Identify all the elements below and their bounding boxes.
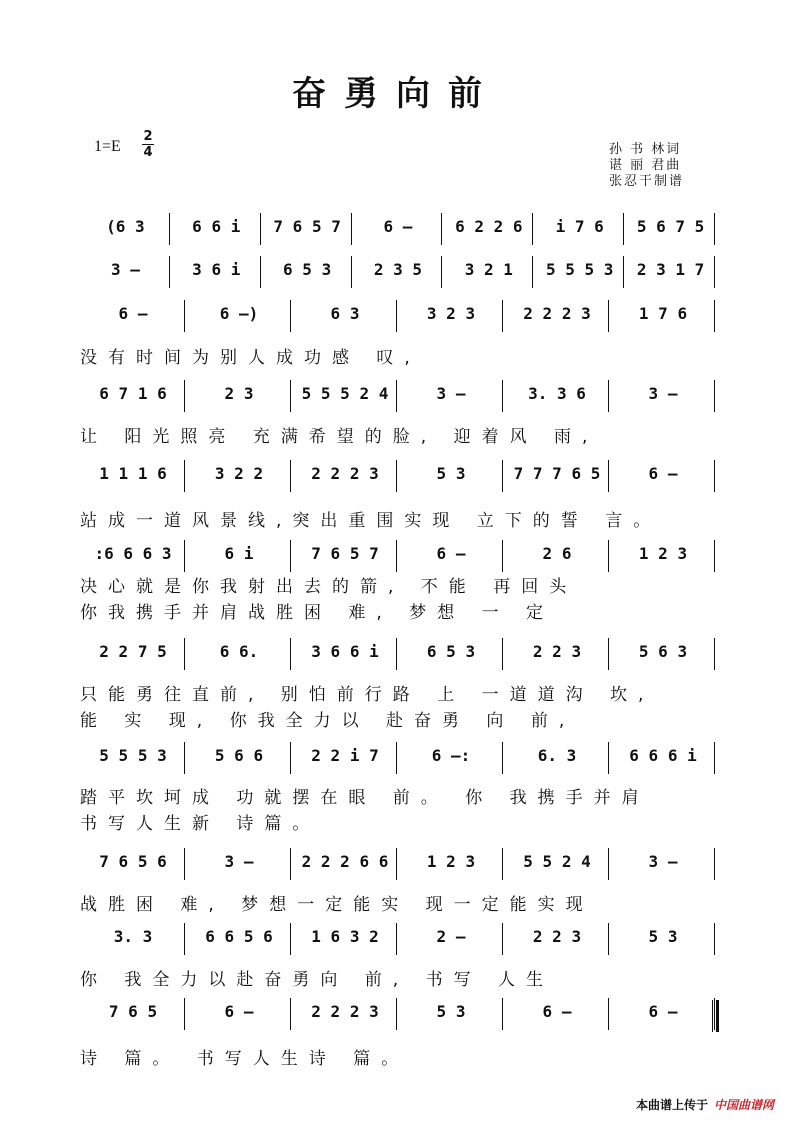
bar-line bbox=[184, 638, 185, 670]
bar-line bbox=[290, 540, 291, 572]
measure: 3 – bbox=[436, 384, 466, 403]
bar-line bbox=[441, 213, 442, 245]
bar-line bbox=[184, 998, 185, 1030]
bar-line bbox=[714, 460, 715, 492]
site-logo: 中国曲谱网 bbox=[713, 1098, 774, 1112]
bar-line bbox=[714, 742, 715, 774]
measure: 3 2 1 bbox=[464, 260, 513, 279]
bar-line bbox=[714, 848, 715, 880]
bar-line bbox=[169, 256, 170, 288]
bar-line bbox=[290, 300, 291, 332]
measure: 2 2 7 5 bbox=[99, 642, 167, 661]
measure: 3 – bbox=[648, 852, 678, 871]
staff-row bbox=[78, 372, 718, 416]
staff-row bbox=[78, 990, 718, 1034]
measure: 2 3 5 bbox=[373, 260, 423, 279]
measure: 1 7 6 bbox=[638, 304, 688, 323]
bar-line bbox=[290, 742, 291, 774]
lyric-line: 书写人生新 诗篇。 bbox=[80, 814, 321, 834]
song-title: 奋勇向前 bbox=[292, 74, 500, 114]
measure: 7 7 7 6 5 bbox=[513, 464, 601, 483]
measure: 5 3 bbox=[436, 1002, 466, 1021]
measure: 5 6 6 bbox=[214, 746, 264, 765]
bar-line bbox=[396, 460, 397, 492]
lyric-line: 能 实 现, 你我全力以 赴奋勇 向 前, bbox=[80, 711, 576, 731]
footer-text: 本曲谱上传于 bbox=[635, 1098, 708, 1112]
lyric-line: 诗 篇。 书写人生诗 篇。 bbox=[80, 1049, 410, 1069]
measure: 5 5 2 4 bbox=[523, 852, 591, 871]
measure: 3 6 6 i bbox=[311, 642, 379, 661]
bar-line bbox=[184, 848, 185, 880]
measure: 1 6 3 2 bbox=[311, 927, 379, 946]
staff-row bbox=[78, 452, 718, 496]
measure: 3 – bbox=[648, 384, 678, 403]
measure: 6 –) bbox=[219, 304, 259, 323]
bar-line bbox=[714, 256, 715, 288]
measure: 5 6 3 bbox=[638, 642, 688, 661]
measure: 6 i bbox=[224, 544, 254, 563]
bar-line bbox=[169, 213, 170, 245]
time-sig-bottom: 4 bbox=[143, 145, 153, 160]
lyric-line: 战胜困 难, 梦想一定能实 现一定能实现 bbox=[80, 895, 594, 915]
measure: 1 2 3 bbox=[638, 544, 688, 563]
measure: 3 2 2 bbox=[214, 464, 264, 483]
measure: 6 – bbox=[383, 217, 413, 236]
measure: 2 2 2 6 6 bbox=[301, 852, 389, 871]
bar-line bbox=[184, 380, 185, 412]
bar-line bbox=[290, 848, 291, 880]
bar-line bbox=[502, 742, 503, 774]
bar-line bbox=[184, 540, 185, 572]
bar-line bbox=[290, 380, 291, 412]
bar-line bbox=[396, 638, 397, 670]
bar-line bbox=[532, 213, 533, 245]
measure: 3. 3 6 bbox=[528, 384, 586, 403]
bar-line bbox=[502, 848, 503, 880]
measure: 3 – bbox=[224, 852, 254, 871]
measure: 2 6 bbox=[542, 544, 572, 563]
staff-row bbox=[78, 532, 718, 576]
bar-line bbox=[441, 256, 442, 288]
measure: 6 7 1 6 bbox=[99, 384, 167, 403]
bar-line bbox=[623, 256, 624, 288]
bar-line bbox=[290, 998, 291, 1030]
bar-line bbox=[714, 300, 715, 332]
lyricist-credit: 孙 书 林词 bbox=[609, 142, 682, 157]
measure: 2 2 2 3 bbox=[311, 1002, 379, 1021]
measure: 6 – bbox=[118, 304, 148, 323]
bar-line bbox=[260, 256, 261, 288]
measure: 6 6 5 6 bbox=[205, 927, 273, 946]
time-sig-top: 2 bbox=[143, 129, 153, 144]
bar-line bbox=[502, 540, 503, 572]
measure: :6 6 6 3 bbox=[94, 544, 172, 563]
bar-line bbox=[502, 638, 503, 670]
bar-line bbox=[502, 300, 503, 332]
staff-row bbox=[78, 248, 718, 292]
measure: 6 5 3 bbox=[426, 642, 476, 661]
bar-line bbox=[184, 460, 185, 492]
bar-line bbox=[714, 540, 715, 572]
measure: 6 3 bbox=[330, 304, 360, 323]
bar-line bbox=[290, 923, 291, 955]
measure: 7 6 5 6 bbox=[99, 852, 167, 871]
measure: (6 3 bbox=[106, 217, 145, 236]
measure: 5 5 5 2 4 bbox=[301, 384, 389, 403]
bar-line bbox=[608, 460, 609, 492]
lyric-line: 只能勇往直前, 别怕前行路 上 一道道沟 坎, bbox=[80, 685, 655, 705]
measure: 3 2 3 bbox=[426, 304, 476, 323]
bar-line bbox=[184, 923, 185, 955]
lyric-line: 没有时间为别人成功感 叹, bbox=[80, 348, 421, 368]
measure: 6 – bbox=[648, 1002, 678, 1021]
bar-line bbox=[396, 998, 397, 1030]
bar-line bbox=[714, 380, 715, 412]
measure: 6 6 i bbox=[192, 217, 241, 236]
measure: 5 5 5 3 bbox=[545, 260, 614, 279]
measure: 2 2 3 bbox=[532, 642, 582, 661]
bar-line bbox=[290, 460, 291, 492]
bar-line bbox=[623, 213, 624, 245]
footer bbox=[636, 1096, 774, 1113]
bar-line bbox=[396, 923, 397, 955]
measure: 7 6 5 7 bbox=[273, 217, 341, 236]
measure: 6 6. bbox=[219, 642, 259, 661]
bar-line bbox=[608, 540, 609, 572]
bar-line bbox=[608, 923, 609, 955]
measure: 6 2 2 6 bbox=[455, 217, 523, 236]
lyric-line: 决心就是你我射出去的箭, 不能 再回头 bbox=[80, 577, 578, 597]
lyric-line: 站成一道风景线,突出重围实现 立下的誓 言。 bbox=[80, 511, 662, 531]
bar-line bbox=[532, 256, 533, 288]
measure: 2 2 2 3 bbox=[523, 304, 591, 323]
measure: 5 6 7 5 bbox=[636, 217, 705, 236]
measure: 2 2 i 7 bbox=[311, 746, 379, 765]
lyric-line: 踏平坎坷成 功就摆在眼 前。 你 我携手并肩 bbox=[80, 788, 650, 808]
measure: 2 3 bbox=[224, 384, 254, 403]
bar-line bbox=[608, 998, 609, 1030]
bar-line bbox=[502, 923, 503, 955]
bar-line bbox=[184, 300, 185, 332]
lyric-line: 你 我全力以赴奋勇向 前, 书写 人生 bbox=[80, 970, 555, 990]
measure: 6 – bbox=[224, 1002, 254, 1021]
bar-line bbox=[396, 380, 397, 412]
bar-line bbox=[714, 213, 715, 245]
bar-line bbox=[502, 380, 503, 412]
staff-row bbox=[78, 292, 718, 336]
bar-line bbox=[351, 256, 352, 288]
measure: 5 5 5 3 bbox=[99, 746, 167, 765]
measure: 6. 3 bbox=[537, 746, 577, 765]
bar-line bbox=[290, 638, 291, 670]
bar-line bbox=[396, 848, 397, 880]
bar-line bbox=[351, 213, 352, 245]
measure: 1 1 1 6 bbox=[99, 464, 167, 483]
measure: 6 5 3 bbox=[283, 260, 332, 279]
staff-row bbox=[78, 840, 718, 884]
measure: 7 6 5 bbox=[108, 1002, 158, 1021]
lyric-line: 让 阳光照亮 充满希望的脸, 迎着风 雨, bbox=[80, 427, 599, 447]
bar-line bbox=[608, 742, 609, 774]
measure: 6 – bbox=[436, 544, 466, 563]
composer-credit: 谌 丽 君曲 bbox=[609, 158, 682, 173]
bar-line bbox=[396, 742, 397, 774]
bar-line bbox=[608, 638, 609, 670]
transcriber-credit: 张忍干制谱 bbox=[609, 174, 685, 189]
bar-line bbox=[184, 742, 185, 774]
measure: 6 – bbox=[648, 464, 678, 483]
measure: 3 – bbox=[110, 260, 140, 279]
bar-line bbox=[608, 300, 609, 332]
staff-row bbox=[78, 915, 718, 959]
measure: 3 6 i bbox=[192, 260, 241, 279]
measure: 6 6 6 i bbox=[629, 746, 697, 765]
key-signature: 1=E bbox=[94, 138, 121, 155]
staff-row bbox=[78, 734, 718, 778]
measure: 7 6 5 7 bbox=[311, 544, 379, 563]
bar-line bbox=[502, 460, 503, 492]
measure: 6 –: bbox=[431, 746, 471, 765]
bar-line bbox=[396, 540, 397, 572]
bar-line bbox=[608, 380, 609, 412]
staff-row bbox=[78, 630, 718, 674]
measure: 2 2 2 3 bbox=[311, 464, 379, 483]
bar-line bbox=[714, 923, 715, 955]
bar-line bbox=[396, 300, 397, 332]
staff-row bbox=[78, 205, 718, 249]
measure: 1 2 3 bbox=[426, 852, 476, 871]
final-barline bbox=[712, 1000, 719, 1032]
measure: 6 – bbox=[542, 1002, 572, 1021]
measure: i 7 6 bbox=[555, 217, 604, 236]
bar-line bbox=[502, 998, 503, 1030]
measure: 3. 3 bbox=[113, 927, 153, 946]
measure: 5 3 bbox=[436, 464, 466, 483]
measure: 2 2 3 bbox=[532, 927, 582, 946]
bar-line bbox=[260, 213, 261, 245]
bar-line bbox=[608, 848, 609, 880]
measure: 2 3 1 7 bbox=[636, 260, 705, 279]
lyric-line: 你我携手并肩战胜困 难, 梦想 一 定 bbox=[80, 603, 555, 623]
time-signature bbox=[142, 130, 154, 159]
bar-line bbox=[714, 638, 715, 670]
measure: 5 3 bbox=[648, 927, 678, 946]
measure: 2 – bbox=[436, 927, 466, 946]
